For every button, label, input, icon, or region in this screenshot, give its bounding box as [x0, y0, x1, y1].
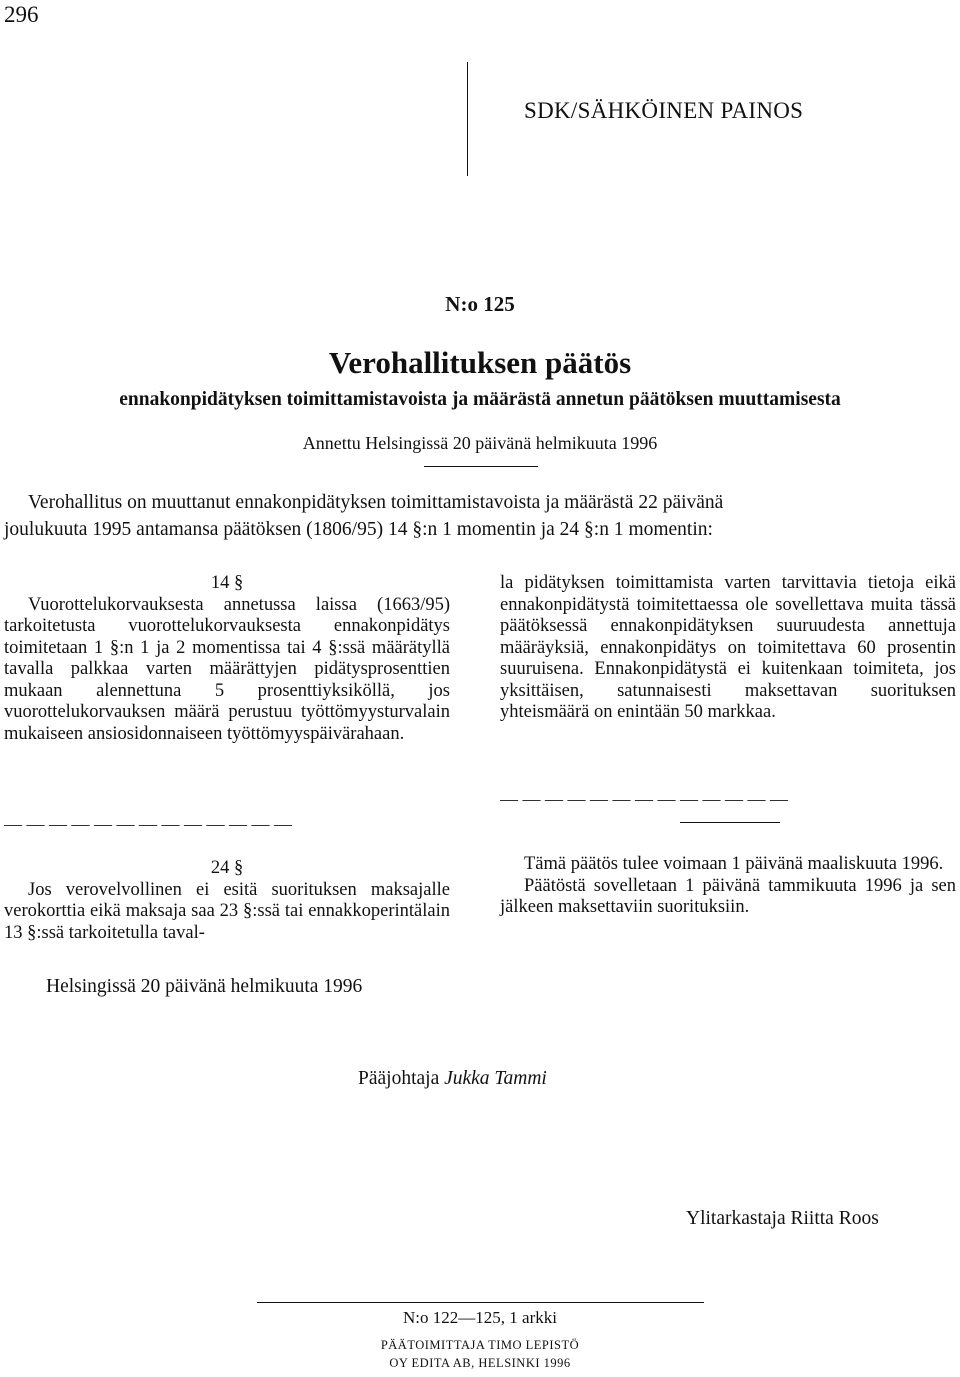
section-24-text-right: la pidätyksen toimittamista varten tarvittavia tietoja eikä ennakonpidätystä toimitettaessa ole sovellettava muita tässä päätöksessä ennakonpidätyksen suuruudesta annettuja määräyksiä, ennakonpidätys on toimitettava 60 prosentin suuruisena. Ennakonpidätystä ei kuitenkaan toimiteta, jos yksittäisen, satunnaisesti maksettavan suorituksen yhteismäärä on enintään 50 markkaa. — [500, 573, 956, 722]
section-14-heading: 14 § — [210, 573, 244, 593]
section-24 — [4, 858, 450, 944]
signature-director-general — [358, 1068, 547, 1090]
intro-line-2: joulukuuta 1995 antamansa päätöksen (1806/95) 14 §:n 1 momentin ja 24 §:n 1 momentin: — [4, 519, 713, 540]
separator-rule — [424, 466, 538, 467]
footer-editor: PÄÄTOIMITTAJA TIMO LEPISTÖ — [380, 1338, 580, 1352]
section-24-heading: 24 § — [210, 858, 244, 878]
omission-dashes-left: — — — — — — — — — — — — — — [4, 814, 292, 834]
document-number: N:o 125 — [445, 292, 515, 316]
section-14 — [4, 573, 450, 745]
document-title: Verohallituksen päätös — [328, 345, 632, 380]
document-subtitle: ennakonpidätyksen toimittamistavoista ja määrästä annetun päätöksen muuttamisesta — [119, 389, 841, 410]
final-provisions — [500, 854, 956, 919]
page-number: 296 — [4, 2, 39, 27]
signer1-name: Jukka Tammi — [444, 1068, 547, 1089]
intro-paragraph — [4, 489, 956, 543]
intro-line-1: Verohallitus on muuttanut ennakonpidätyksen toimittamistavoista ja määrästä 22 päivänä — [28, 492, 724, 513]
header-vertical-rule — [467, 62, 468, 176]
section-24-text-left: Jos verovelvollinen ei esitä suorituksen maksajalle verokorttia eikä maksaja saa 23 §:ssä tai ennakkoperintälain 13 §:ssä tarkoitetulla taval- — [4, 879, 450, 943]
separator-rule-2 — [680, 822, 780, 823]
application-clause: Päätöstä sovelletaan 1 päivänä tammikuuta 1996 ja sen jälkeen maksettaviin suorituksiin. — [500, 875, 956, 917]
edition-label: SDK/SÄHKÖINEN PAINOS — [524, 98, 804, 123]
section-14-text: Vuorottelukorvauksesta annetussa laissa (1663/95) tarkoitetusta vuorottelukorvauksesta ennakonpidätys toimitetaan 1 §:n 1 ja 2 momentissa tai 4 §:ssä määrätyllä tavalla palkkaa varten määrättyjen pidätysprosenttien mukaan alennettuna 5 prosenttiyksiköllä, jos vuorottelukorvauksen määrä perustuu työttömyysturvalain mukaiseen ansiosidonnaiseen työttömyyspäivärahaan. — [4, 594, 450, 744]
omission-dashes-right: — — — — — — — — — — — — — — [500, 789, 788, 809]
footer-issue-info: N:o 122—125, 1 arkki — [403, 1308, 557, 1327]
place-and-date: Helsingissä 20 päivänä helmikuuta 1996 — [46, 976, 363, 997]
entry-into-force: Tämä päätös tulee voimaan 1 päivänä maaliskuuta 1996. — [524, 854, 944, 874]
signer1-role: Pääjohtaja — [358, 1068, 440, 1089]
footer-rule — [257, 1302, 704, 1303]
signature-senior-inspector: Ylitarkastaja Riitta Roos — [686, 1208, 879, 1229]
section-24-continued — [500, 573, 956, 724]
given-date-line: Annettu Helsingissä 20 päivänä helmikuuta 1996 — [302, 433, 658, 453]
footer-printer: OY EDITA AB, HELSINKI 1996 — [389, 1356, 571, 1370]
